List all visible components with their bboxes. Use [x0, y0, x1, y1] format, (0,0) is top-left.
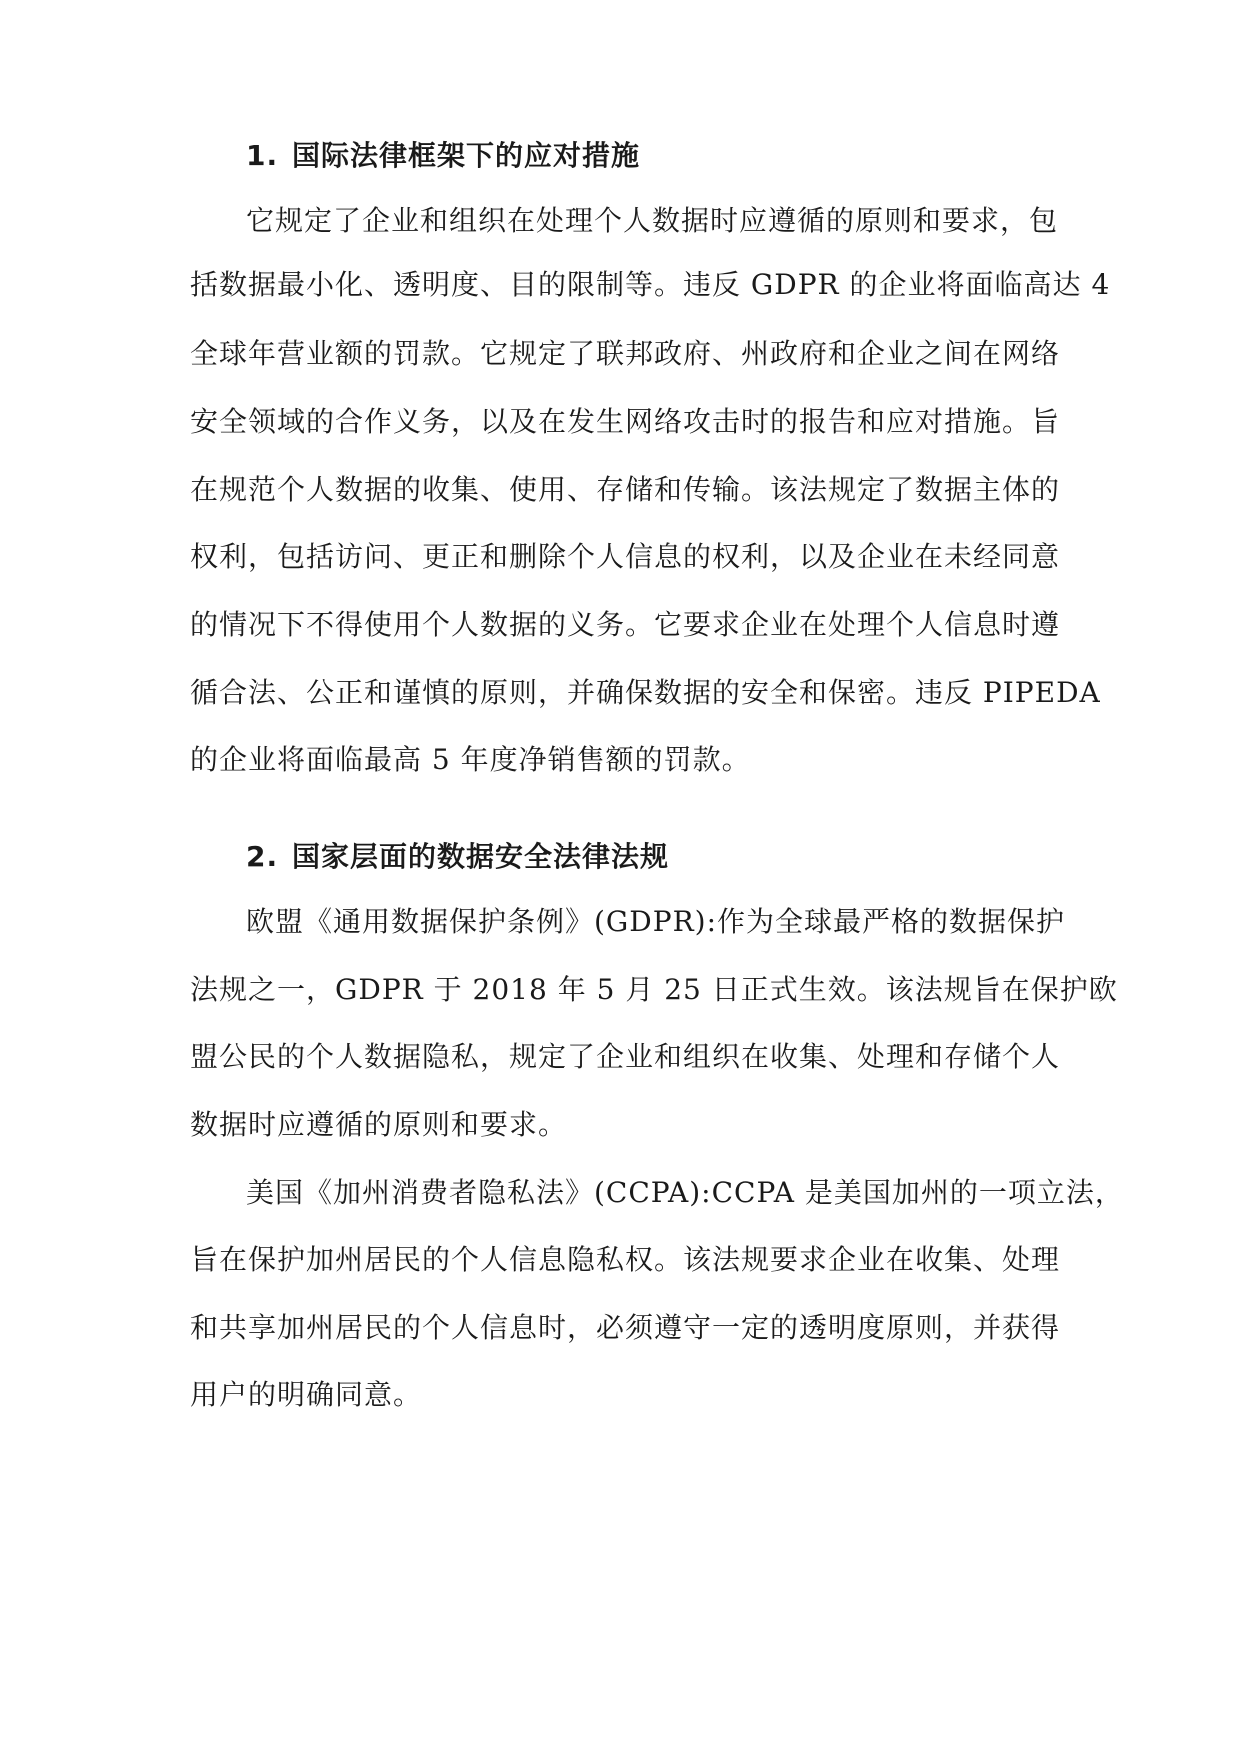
paragraph-line: 的企业将面临最高 5 年度净销售额的罚款。	[190, 743, 751, 776]
paragraph-line: 在规范个人数据的收集、使用、存储和传输。该法规定了数据主体的	[190, 473, 1061, 506]
paragraph-line: 括数据最小化、透明度、目的限制等。违反 GDPR 的企业将面临高达 4	[190, 268, 1111, 301]
section-1-title: 国际法律框架下的应对措施	[292, 139, 641, 172]
paragraph-line: 旨在保护加州居民的个人信息隐私权。该法规要求企业在收集、处理	[190, 1243, 1061, 1276]
section-1-heading	[246, 139, 640, 173]
paragraph-line: 法规之一，GDPR 于 2018 年 5 月 25 日正式生效。该法规旨在保护欧	[190, 973, 1118, 1006]
paragraph-line: 的情况下不得使用个人数据的义务。它要求企业在处理个人信息时遵	[190, 608, 1061, 641]
paragraph-line: 数据时应遵循的原则和要求。	[190, 1108, 568, 1141]
section-2-number: 2.	[246, 840, 279, 873]
section-2-title: 国家层面的数据安全法律法规	[292, 840, 670, 873]
section-1-number: 1.	[246, 139, 279, 172]
paragraph-line: 权利，包括访问、更正和删除个人信息的权利，以及企业在未经同意	[190, 540, 1061, 573]
paragraph-line: 循合法、公正和谨慎的原则，并确保数据的安全和保密。违反 PIPEDA	[190, 676, 1101, 709]
paragraph-line: 用户的明确同意。	[190, 1378, 423, 1411]
paragraph-line: 美国《加州消费者隐私法》(CCPA):CCPA 是美国加州的一项立法，	[246, 1176, 1124, 1209]
paragraph-line: 全球年营业额的罚款。它规定了联邦政府、州政府和企业之间在网络	[190, 337, 1061, 370]
paragraph-line: 它规定了企业和组织在处理个人数据时应遵循的原则和要求，包	[246, 204, 1059, 237]
paragraph-line: 和共享加州居民的个人信息时，必须遵守一定的透明度原则，并获得	[190, 1311, 1061, 1344]
paragraph-line: 欧盟《通用数据保护条例》(GDPR):作为全球最严格的数据保护	[246, 905, 1066, 938]
paragraph-line: 安全领域的合作义务，以及在发生网络攻击时的报告和应对措施。旨	[190, 405, 1061, 438]
section-2-heading	[246, 840, 669, 874]
paragraph-line: 盟公民的个人数据隐私，规定了企业和组织在收集、处理和存储个人	[190, 1040, 1061, 1073]
